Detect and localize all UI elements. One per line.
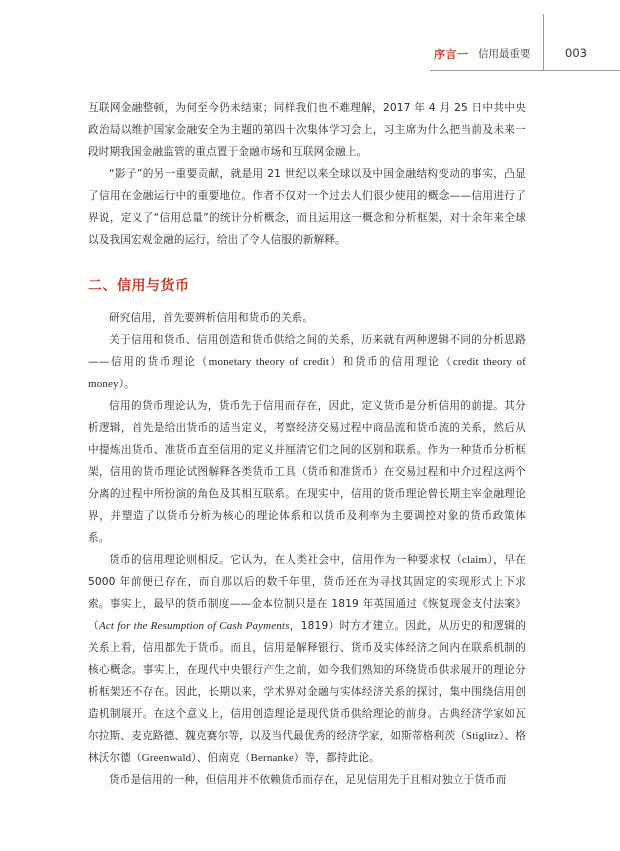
section-heading: 二、信用与货币 [88, 278, 190, 294]
paragraph-shadow-contribution: “影子”的另一重要贡献，就是用 21 世纪以来全球以及中国金融结构变动的事实，凸显了信用在金融运行中的重要地位。作者不仅对一个过去人们很少使用的概念——信用进行了界说，定义了“信用总量”的统计分析概念，而且运用这一概念和分析框架，对十余年来全球以及我国宏观金融的运行，给出了令人信服的新解释。 [88, 168, 526, 246]
header-divider-horizontal [430, 70, 620, 71]
name-stiglitz: Stiglitz [465, 730, 499, 742]
term-monetary-theory-of-credit: monetary theory of credit [208, 356, 330, 368]
name-greenwald: Greenwald [141, 752, 192, 764]
paragraph-monetary-theory: 信用的货币理论认为，货币先于信用而存在，因此，定义货币是分析信用的前提。其分析逻辑，首先是给出货币的适当定义，考察经济交易过程中商品流和货币流的关系，然后从中提炼出货币、准货币直至信用的定义并厘清它们之间的区别和联系。作为一种货币分析框架，信用的货币理论试图解释各类货币工具（货币和准货币）在交易过程和中介过程这两个分离的过程中所扮演的角色及其相互联系。在现实中，信用的货币理论曾长期主宰金融理论界，并塑造了以货币分析为核心的理论体系和以货币及利率为主要调控对象的货币政策体系。 [88, 400, 526, 544]
paragraph-credit-theory [88, 549, 526, 769]
spacer [88, 251, 526, 275]
paragraph-truncated: 货币是信用的一种，但信用并不依赖货币而存在，足见信用先于且相对独立于货币而 [109, 774, 507, 786]
text-run: 关于信用和货币、信用创造和货币供给之间的关系，历来就有两种逻辑不同的分析思路——信用的货币理论（ [88, 334, 526, 368]
paragraph-continued: 互联网金融整顿，为何至今仍未结束；同样我们也不难理解，2017 年 4 月 25 日中共中央政治局以维护国家金融安全为主题的第四十次集体学习会上，习主席为什么把当前及未来一段时期我国金融监管的重点置于金融市场和互联网金融上。 [88, 102, 526, 158]
header-chapter-title: 信用最重要 [478, 48, 531, 60]
text-run: ）等，都持此论。 [293, 752, 380, 764]
page-header [0, 0, 620, 70]
text-run: ，1819）时方才建立。因此，从历史的和逻辑的关系上看，信用都先于货币。而且，信用是解释银行、货币及实体经济之间内在联系机制的核心概念。事实上，在现代中央银行产生之前，如今我们熟知的环绕货币供求展开的理论分析框架还不存在。因此，长期以来，学术界对金融与实体经济关系的探讨，集中围绕信用创造机制展开。在这个意义上，信用创造理论是现代货币供给理论的前身。古典经济学家如瓦尔拉斯、麦克路德、魏克赛尔等，以及当代最优秀的经济学家，如斯蒂格利茨（ [88, 620, 526, 742]
term-claim: claim [461, 554, 488, 566]
text-run: ）、格林沃尔德（ [88, 730, 526, 764]
paragraph-intro: 研究信用，首先要辨析信用和货币的关系。 [109, 312, 314, 324]
header-chapter-label: 序言一 [434, 48, 469, 61]
page-number: 003 [565, 46, 587, 60]
header-divider-vertical [543, 14, 544, 70]
text-run: ）和货币的信用理论（ [329, 356, 453, 368]
paragraph-two-theories [88, 329, 526, 395]
text-run: ），早在 5000 年前便已存在，而自那以后的数千年里，货币还在为寻找其固定的实现形式上下求索。事实上，最早的货币制度——金本位制只是在 1819 年英国通过《恢复现金支付法案》（ [88, 554, 526, 632]
name-bernanke: Bernanke [250, 752, 294, 764]
term-act-title: Act for the Resumption of Cash Payments [98, 620, 290, 632]
page-body [88, 97, 526, 791]
term-credit-theory-of-money: credit theory of money [88, 356, 526, 390]
text-run: ）。 [118, 378, 135, 390]
text-run: 货币的信用理论则相反。它认为，在人类社会中，信用作为一种要求权（ [109, 554, 462, 566]
text-run: ）、伯南克（ [191, 752, 251, 764]
